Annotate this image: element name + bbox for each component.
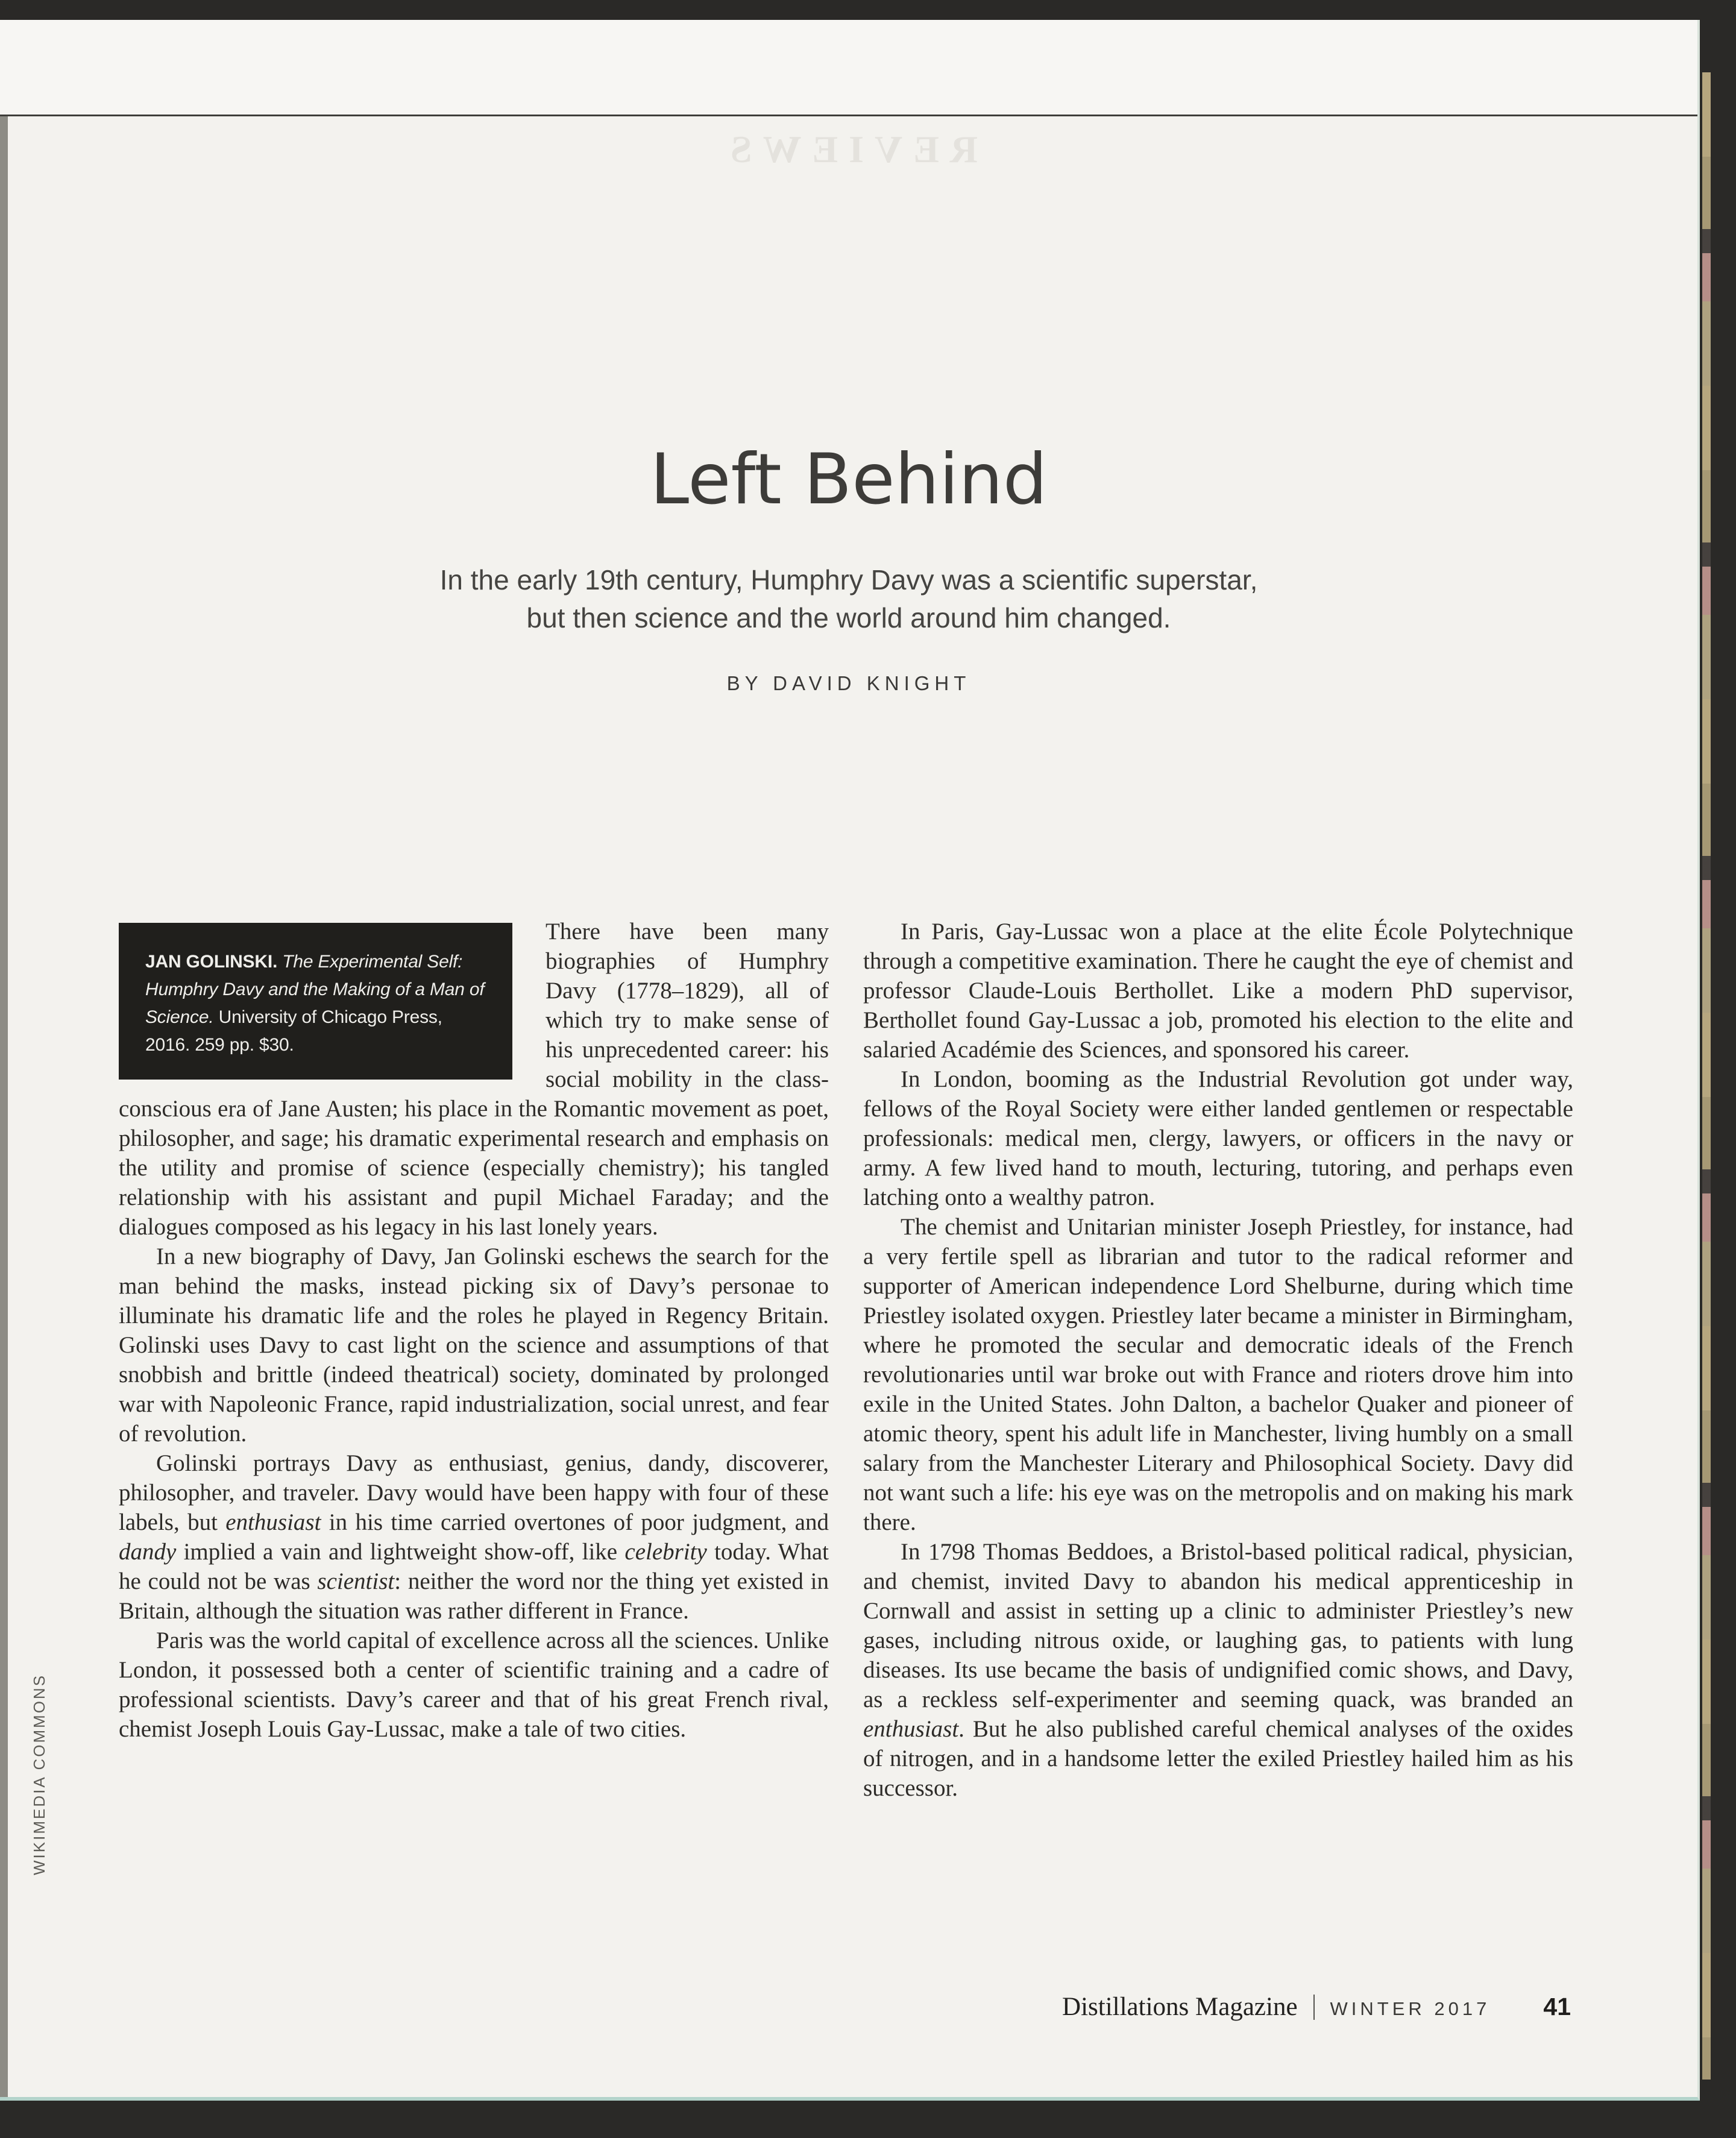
article-paragraph: In a new biography of Davy, Jan Golinski eschews the search for the man behind the masks, instead picking six of Davy’s personae to illuminate his dramatic life and the roles he played in Regency Britain. Golinski uses Davy to cast light on the science and assumptions of that snobbish and brittle (indeed theatrical) society, dominated by prolonged war with Napoleonic France, rapid industrialization, social unrest, and fear of revolution. xyxy=(119,1243,829,1447)
byline: BY DAVID KNIGHT xyxy=(726,672,971,694)
article-paragraph: Golinski portrays Davy as enthusiast, genius, dandy, discoverer, philosopher, and traveler. Davy would have been happy with four of these labels, but enthusiast in his time carried overtones of poor judgment, and dandy implied a vain and lightweight show-off, like celebrity today. What he could not be was scientist: neither the word nor the thing yet existed in Britain, although the situation was rather different in France. xyxy=(119,1450,829,1624)
page-number: 41 xyxy=(1543,1993,1571,2020)
scanner-bed-strip xyxy=(0,116,8,2097)
photo-credit: WIKIMEDIA COMMONS xyxy=(30,1673,48,1875)
article-paragraph: In Paris, Gay-Lussac won a place at the elite École Polytechnique through a competitive examination. There he caught the eye of chemist and professor Claude-Louis Berthollet. Like a modern PhD supervisor, Berthollet found Gay-Lussac a job, promoted his election to the elite and salaried Académie des Sciences, and sponsored his career. xyxy=(863,919,1573,1063)
right-column xyxy=(863,917,1573,1803)
book-citation-box: JAN GOLINSKI. The Experimental Self: Humphry Davy and the Making of a Man of Science. University of Chicago Press, 2016. 259 pp. $30. xyxy=(119,923,512,1080)
article-paragraph: Paris was the world capital of excellence across all the sciences. Unlike London, it possessed both a center of scientific training and a cadre of professional scientists. Davy’s career and that of his great French rival, chemist Joseph Louis Gay-Lussac, make a tale of two cities. xyxy=(119,1627,829,1742)
left-column xyxy=(119,917,829,1803)
magazine-name: Distillations Magazine xyxy=(1062,1993,1298,2021)
page-stack-edge xyxy=(1702,72,1711,2080)
subtitle-line-1: In the early 19th century, Humphry Davy was a scientific superstar, xyxy=(439,564,1258,596)
magazine-page xyxy=(0,20,1700,2101)
article-paragraph: In London, booming as the Industrial Revolution got under way, fellows of the Royal Society were either landed gentlemen or respectable professionals: medical men, clergy, lawyers, or officers in the navy or army. A few lived hand to mouth, lecturing, tutoring, and perhaps even latching onto a wealthy patron. xyxy=(863,1066,1573,1210)
article-paragraph: There have been many biographies of Humphry Davy (1778–1829), all of which try to make sense of his unprecedented career: his social mobility in the class-conscious era of Jane Austen; his place in the Romantic movement as poet, philosopher, and sage; his dramatic experimental research and emphasis on the utility and promise of science (especially chemistry); his tangled relationship with his assistant and pupil Michael Faraday; and the dialogues composed as his legacy in his last lonely years. xyxy=(119,919,829,1240)
footer-divider xyxy=(1313,1995,1315,2020)
article-body xyxy=(119,917,1573,1803)
article-paragraph: In 1798 Thomas Beddoes, a Bristol-based political radical, physician, and chemist, invited Davy to abandon his medical apprenticeship in Cornwall and assist in setting up a clinic to administer Priestley’s new gases, including nitrous oxide, or laughing gas, to patients with lung diseases. Its use became the basis of undignified comic shows, and Davy, as a reckless self-experimenter and seeming quack, was branded an enthusiast. But he also published careful chemical analyses of the oxides of nitrogen, and in a handsome letter the exiled Priestley hailed him as his successor. xyxy=(863,1539,1573,1801)
page-footer xyxy=(1062,1992,1571,2022)
subtitle-line-2: but then science and the world around him changed. xyxy=(526,602,1171,634)
page-fold-line xyxy=(0,115,1697,116)
article-subtitle xyxy=(0,561,1697,637)
ghost-showthrough-text: REVIEWS xyxy=(719,128,978,171)
issue-label: WINTER 2017 xyxy=(1330,1998,1491,2019)
article-paragraph: The chemist and Unitarian minister Joseph Priestley, for instance, had a very fertile spell as librarian and tutor to the radical reformer and supporter of American independence Lord Shelburne, during which time Priestley isolated oxygen. Priestley later became a minister in Birmingham, where he promoted the secular and democratic ideals of the French revolutionaries until war broke out with France and rioters drove him into exile in the United States. John Dalton, a bachelor Quaker and pioneer of atomic theory, spent his adult life in Manchester, living humbly on a small salary from the Manchester Literary and Philosophical Society. Davy did not want such a life: his eye was on the metropolis and on making his mark there. xyxy=(863,1214,1573,1535)
article-title: Left Behind xyxy=(650,439,1048,520)
